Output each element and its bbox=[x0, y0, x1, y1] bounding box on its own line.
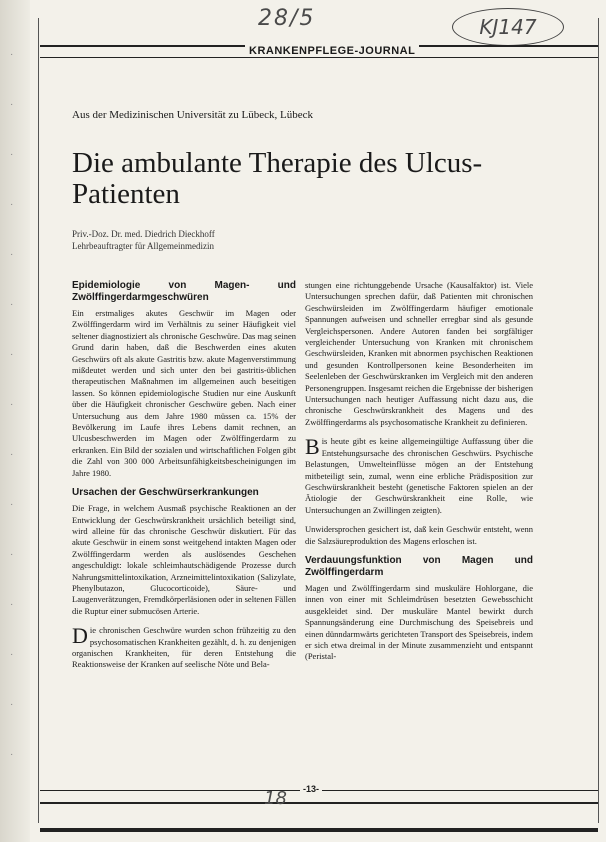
binding-edge bbox=[0, 0, 30, 842]
handwritten-page-number: 18 bbox=[264, 788, 287, 809]
binding-marks: · · · · · · · · · · · · · · · bbox=[10, 49, 14, 760]
drop-cap: B bbox=[305, 434, 320, 460]
header-rule-bottom bbox=[40, 57, 598, 58]
section-heading-digestion: Verdauungsfunktion von Magen und Zwölffingerdarm bbox=[305, 554, 533, 578]
author-block bbox=[72, 228, 215, 252]
paragraph-text: ie chronischen Geschwüre wurden schon frühzeitig zu den psychosomatischen Krankheiten gezählt, d. h. zu denjenigen organischen Krankheiten, für deren Entstehung die Reaktionsweise der Kranken auf seelische Nöte und Bela- bbox=[72, 625, 296, 670]
footer-rule-bottom bbox=[40, 802, 598, 804]
handwritten-code-stamp: KJ147 bbox=[452, 8, 564, 46]
paragraph-with-dropcap bbox=[305, 436, 533, 516]
left-margin-rule bbox=[38, 18, 39, 823]
paragraph: Unwidersprochen gesichert ist, daß kein Geschwür entsteht, wenn die Salzsäureproduktion des Magens erloschen ist. bbox=[305, 524, 533, 546]
paragraph: Magen und Zwölffingerdarm sind muskuläre Hohlorgane, die innen von einer mit Schleimdrüsen besetzten Gewebsschicht ausgekleidet sind. Der muskuläre Mantel bewirkt durch Spannungsänderung eine Durchmischung des Speisebreis und einen dünndarmwärts gerichteten Transport des Speisebreis, indem er sich etwa dreimal in der Minute zusammenzieht und entspannt (Peristal- bbox=[305, 582, 533, 662]
author-role: Lehrbeauftragter für Allgemeinmedizin bbox=[72, 241, 214, 251]
institution-line: Aus der Medizinischen Universität zu Lübeck, Lübeck bbox=[72, 109, 314, 121]
author-name: Priv.-Doz. Dr. med. Diedrich Dieckhoff bbox=[72, 229, 215, 239]
bottom-bar bbox=[40, 828, 598, 832]
paragraph: Die Frage, in welchem Ausmaß psychische Reaktionen an der Entwicklung der Geschwürskrankheit ursächlich beteiligt sind, wird alleine für das chronische Geschwür diskutiert. Für das akute Geschwür in einem sonst weitgehend intakten Magen oder Zwölffingerdarm werden als auslösendes Geschehen angeschuldigt: lokale schleimhautschädigende Prozesse durch Nahrungsmittelintoxikation, Arzneimittelintoxikation (Salizylate, Phenylbutazon, Glucocorticoide), Säure- und Laugenverätzungen, Fremdkörperläsionen oder in seltenen Fällen die Ruptur einer submucösen Arterie. bbox=[72, 503, 296, 616]
article-title: Die ambulante Therapie des Ulcus-Patienten bbox=[72, 147, 483, 210]
journal-title: KRANKENPFLEGE-JOURNAL bbox=[245, 45, 419, 57]
right-column bbox=[305, 280, 533, 671]
page-number: -13- bbox=[300, 784, 322, 794]
drop-cap: D bbox=[72, 623, 88, 649]
right-margin-rule bbox=[598, 18, 599, 823]
left-column bbox=[72, 280, 296, 679]
paragraph-text: is heute gibt es keine allgemeingültige Auffassung über die Entstehungsursache des chronischen Geschwürs. Psychische Belastungen, Umwelteinflüsse mögen an der Entstehung mitbeteiligt sein, zumal, wenn eine erbliche Prädisposition zur Geschwürskrankheit besteht (genetische Faktoren spielen an der Ätiologie der Geschwürskrankheit eine Rolle, wie Untersuchungen an Zwillingen zeigten). bbox=[305, 436, 533, 515]
journal-header bbox=[40, 40, 598, 60]
section-heading-epidemiology: Epidemiologie von Magen- und Zwölffingerdarmgeschwüren bbox=[72, 280, 296, 303]
paragraph: Ein erstmaliges akutes Geschwür im Magen oder Zwölffingerdarm wird im Verhältnis zu seiner Häufigkeit viel seltener diagnostiziert als chronische Geschwüre. Das mag seinen Grund darin haben, daß die Beschwerden eines akuten Geschwürs oft als akute Gastritis bzw. akute Magenverstimmung mißdeutet werden und sich unter den bei gastritis-üblichen therapeutischen Maßnahmen im allgemeinen auch beseitigen lassen. So können epidemiologische Studien nur eine Auskunft über die Häufigkeit chronischer Geschwüre geben. Nach einer Untersuchung aus dem Jahre 1980 müssen ca. 15% der Bevölkerung im Laufe ihres Lebens damit rechnen, an Ulcusbeschwerden im Magen oder Zwölffingerdarm zu erkranken. Ein Bild der sozialen und wirtschaftlichen Folgen gibt die Zahl von 300 000 Arbeitsunfähigkeitsbescheinigungen im Jahre 1980. bbox=[72, 308, 296, 478]
page-footer bbox=[40, 780, 598, 820]
section-heading-causes: Ursachen der Geschwürserkrankungen bbox=[72, 487, 259, 499]
paragraph: stungen eine richtunggebende Ursache (Kausalfaktor) ist. Viele Untersuchungen sprechen dafür, daß Patienten mit chronischen Geschwürsleiden im Zwölffingerdarm häufiger emotionale Spannungen aufweisen und schneller erregbar sind als gesunde Vergleichspersonen. Andere Autoren fanden bei sorgfältiger vergleichender Untersuchung von Kranken mit chronischem Geschwürsleiden, Kranken mit abnormen psychischen Reaktionen und gesunden Kontrollpersonen keine Besonderheiten im Seelenleben der Geschwürskranken im Vergleich mit den anderen Personengruppen. Insgesamt reichen die Ergebnisse der bisherigen Untersuchungen nach heutiger Auffassung nicht dazu aus, die chronische Geschwürskrankheit des Magens und des Zwölffingerdarms als psychosomatische Krankheit zu definieren. bbox=[305, 280, 533, 427]
handwritten-number: 28/5 bbox=[258, 6, 316, 31]
paragraph-with-dropcap bbox=[72, 625, 296, 671]
